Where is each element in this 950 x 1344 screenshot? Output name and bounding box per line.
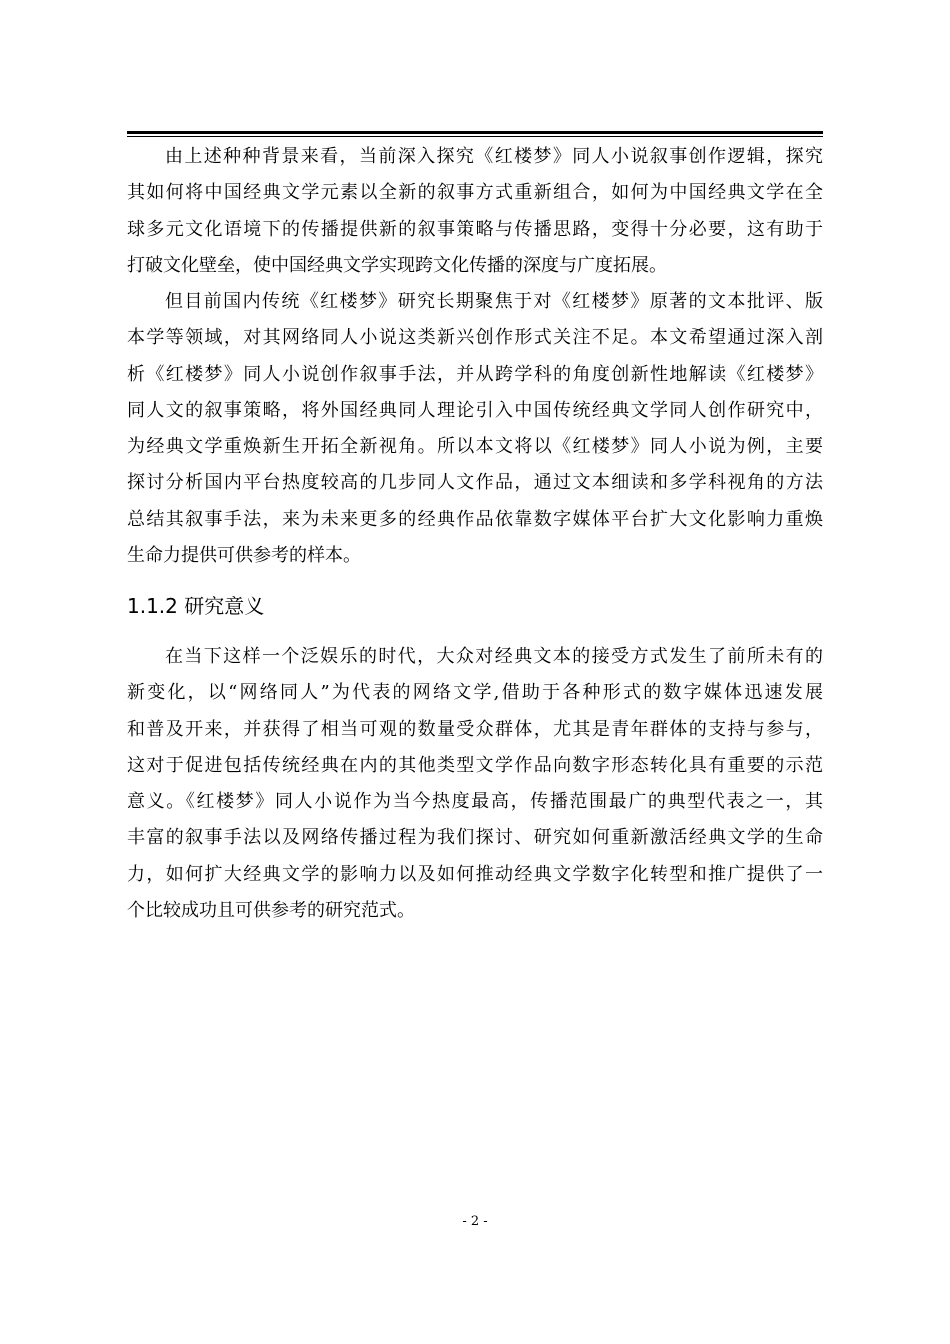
text-line: 个比较成功且可供参考的研究范式。	[127, 900, 415, 922]
paragraph-research-gap	[127, 284, 823, 574]
section-heading: 1.1.2 研究意义	[127, 594, 265, 618]
text-line: 但目前国内传统《红楼梦》研究长期聚焦于对《红楼梦》原著的文本批评、版	[165, 291, 823, 312]
text-line: 其如何将中国经典文学元素以全新的叙事方式重新组合，如何为中国经典文学在全	[127, 182, 823, 204]
page-number: - 2 -	[462, 1214, 488, 1229]
paragraph-research-significance	[127, 639, 823, 929]
text-line: 丰富的叙事手法以及网络传播过程为我们探讨、研究如何重新激活经典文学的生命	[127, 827, 823, 849]
text-line: 在当下这样一个泛娱乐的时代，大众对经典文本的接受方式发生了前所未有的	[165, 646, 823, 667]
text-line: 意义。《红楼梦》同人小说作为当今热度最高，传播范围最广的典型代表之一，其	[127, 791, 823, 813]
text-line: 打破文化壁垒，使中国经典文学实现跨文化传播的深度与广度拓展。	[127, 254, 667, 276]
text-line: 为经典文学重焕新生开拓全新视角。所以本文将以《红楼梦》同人小说为例，主要	[127, 436, 823, 458]
text-line: 由上述种种背景来看，当前深入探究《红楼梦》同人小说叙事创作逻辑，探究	[165, 146, 823, 167]
text-line: 析《红楼梦》同人小说创作叙事手法，并从跨学科的角度创新性地解读《红楼梦》	[127, 363, 823, 385]
text-line: 新变化，以“网络同人”为代表的网络文学,借助于各种形式的数字媒体迅速发展	[127, 682, 823, 704]
header-rule-thin	[127, 136, 823, 137]
text-line: 球多元文化语境下的传播提供新的叙事策略与传播思路，变得十分必要，这有助于	[127, 218, 823, 240]
text-line: 这对于促进包括传统经典在内的其他类型文学作品向数字形态转化具有重要的示范	[127, 754, 823, 776]
header-rule-thick	[127, 131, 823, 134]
text-line: 总结其叙事手法，来为未来更多的经典作品依靠数字媒体平台扩大文化影响力重焕	[127, 508, 823, 530]
header-rule	[127, 131, 823, 137]
text-line: 探讨分析国内平台热度较高的几步同人文作品，通过文本细读和多学科视角的方法	[127, 472, 823, 494]
text-line: 生命力提供可供参考的样本。	[127, 545, 361, 567]
text-line: 本学等领域，对其网络同人小说这类新兴创作形式关注不足。本文希望通过深入剖	[127, 327, 823, 349]
paragraph-background-conclusion	[127, 139, 823, 284]
text-line: 力，如何扩大经典文学的影响力以及如何推动经典文学数字化转型和推广提供了一	[127, 863, 823, 885]
text-line: 同人文的叙事策略，将外国经典同人理论引入中国传统经典文学同人创作研究中，	[127, 399, 823, 421]
text-line: 和普及开来，并获得了相当可观的数量受众群体，尤其是青年群体的支持与参与，	[127, 718, 823, 740]
